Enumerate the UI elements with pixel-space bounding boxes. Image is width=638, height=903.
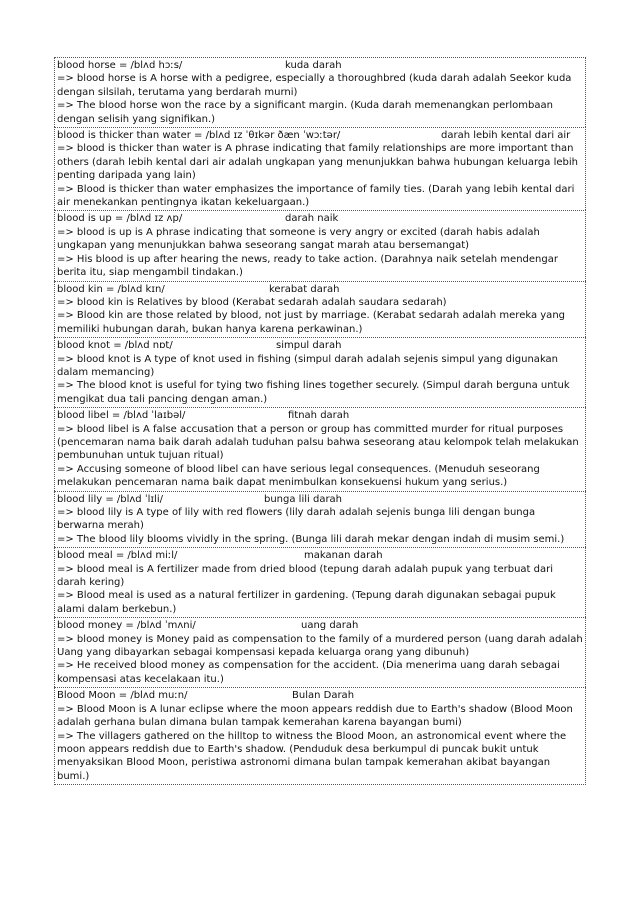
entry-example: => He received blood money as compensation for the accident. (Dia menerima uang darah sebagai kompensasi atas kecelakaan itu.) [57,660,560,685]
entry-term: blood knot = /blʌd nɒt/ [57,340,173,352]
entry-head [57,689,583,702]
entry-blood-libel [54,407,586,490]
entry-blood-knot [54,337,586,407]
entry-definition: => blood knot is A type of knot used in fishing (simpul darah adalah sejenis simpul yang digunakan dalam memancing) [57,353,559,378]
entry-term: Blood Moon = /blʌd muːn/ [57,690,188,702]
entry-head [57,493,583,506]
entry-head [57,283,583,296]
entry-translation: fitnah darah [288,410,350,422]
entry-blood-kin [54,281,586,338]
entry-blood-is-up [54,210,586,280]
entry-term: blood libel = /blʌd ˈlaɪbəl/ [57,410,186,422]
entry-term: blood money = /blʌd ˈmʌni/ [57,620,196,632]
entry-translation: darah naik [285,213,339,225]
entry-term: blood lily = /blʌd ˈlɪli/ [57,493,163,505]
entry-example: => The villagers gathered on the hilltop to witness the Blood Moon, an astronomical event where the moon appears reddish due to Earth's shadow. (Penduduk desa berkumpul di puncak bukit untuk menyaksikan Blood Moon, peristiwa astronomi dimana bulan tampak kemerahan akibat bayangan bumi.) [57,730,567,782]
entry-example: => The blood knot is useful for tying two fishing lines together securely. (Simpul darah berguna untuk mengikat dua tali pancing dengan aman.) [57,380,570,405]
entry-definition: => blood is thicker than water is A phrase indicating that family relationships are more important than others (darah lebih kental dari air adalah ungkapan yang menunjukkan bahwa hubungan keluarga lebih penting daripada yang lain) [57,143,578,182]
entry-blood-money [54,617,586,687]
entry-term: blood kin = /blʌd kɪn/ [57,283,165,295]
entry-head [57,59,583,72]
entry-head [57,129,583,142]
entry-blood-is-thicker [54,127,586,210]
entry-blood-lily [54,491,586,548]
entry-example: => His blood is up after hearing the news, ready to take action. (Darahnya naik setelah mendengar berita itu, siap mengambil tindakan.) [57,253,558,279]
entry-term: blood is up = /blʌd ɪz ʌp/ [57,213,183,225]
entry-translation: darah lebih kental dari air [441,130,571,142]
entry-translation: bunga lili darah [264,493,343,505]
entry-definition: => blood libel is A false accusation that a person or group has committed murder for ritual purposes (pencemaran nama baik darah adalah tuduhan palsu bahwa seseorang atau kelompok telah melakukan pembunuhan untuk tujuan ritual) [57,423,579,462]
entry-translation: uang darah [301,620,359,632]
entry-head [57,619,583,632]
entry-head [57,549,583,562]
entry-definition: => blood kin is Relatives by blood (Kerabat sedarah adalah saudara sedarah) [57,296,447,308]
entry-definition: => blood meal is A fertilizer made from dried blood (tepung darah adalah pupuk yang terbuat dari darah kering) [57,563,554,589]
entry-term: blood is thicker than water = /blʌd ɪz ˈθɪkər ðæn ˈwɔːtər/ [57,130,341,142]
entry-example: => Blood meal is used as a natural fertilizer in gardening. (Tepung darah digunakan sebagai pupuk alami dalam berkebun.) [57,590,556,615]
entry-example: => The blood horse won the race by a significant margin. (Kuda darah memenangkan perlombaan dengan selisih yang signifikan.) [57,100,553,125]
entry-head [57,212,583,225]
entry-definition: => blood horse is A horse with a pedigree, especially a thoroughbred (kuda darah adalah Seekor kuda dengan silsilah, terutama yang berdarah murni) [57,73,572,98]
entry-translation: makanan darah [304,550,383,562]
entry-blood-horse [54,57,586,127]
entry-definition: => blood lily is A type of lily with red flowers (lily darah adalah sejenis bunga lili dengan bunga berwarna merah) [57,507,536,532]
dictionary-page [54,57,586,785]
entry-blood-meal [54,547,586,617]
entry-term: blood horse = /blʌd hɔːs/ [57,60,183,71]
entry-translation: Bulan Darah [292,690,355,702]
entry-blood-moon [54,687,586,785]
entry-definition: => blood is up is A phrase indicating that someone is very angry or excited (darah habis adalah ungkapan yang menunjukkan bahwa seseorang sangat marah atau bersemangat) [57,226,540,252]
entry-example: => Blood is thicker than water emphasizes the importance of family ties. (Darah yang lebih kental dari air menekankan pentingnya ikatan kekeluargaan.) [57,183,575,209]
entry-head [57,409,583,422]
entry-example: => The blood lily blooms vividly in the spring. (Bunga lili darah mekar dengan indah di musim semi.) [57,533,565,545]
entry-definition: => blood money is Money paid as compensation to the family of a murdered person (uang darah adalah Uang yang dibayarkan sebagai kompensasi kepada keluarga orang yang dibunuh) [57,633,583,659]
entry-example: => Blood kin are those related by blood, not just by marriage. (Kerabat sedarah adalah mereka yang memiliki hubungan darah, bukan hanya karena perkawinan.) [57,310,565,335]
entry-head [57,339,583,352]
entry-definition: => Blood Moon is A lunar eclipse where the moon appears reddish due to Earth's shadow (Blood Moon adalah gerhana bulan dimana bulan tampak kemerahan karena bayangan bumi) [57,703,573,729]
entry-translation: kuda darah [285,60,342,71]
entry-example: => Accusing someone of blood libel can have serious legal consequences. (Menuduh seseorang melakukan pencemaran nama baik dapat menimbulkan konsekuensi hukum yang serius.) [57,463,540,489]
entry-translation: simpul darah [276,340,342,352]
entry-translation: kerabat darah [269,283,340,295]
entry-term: blood meal = /blʌd miːl/ [57,550,178,562]
